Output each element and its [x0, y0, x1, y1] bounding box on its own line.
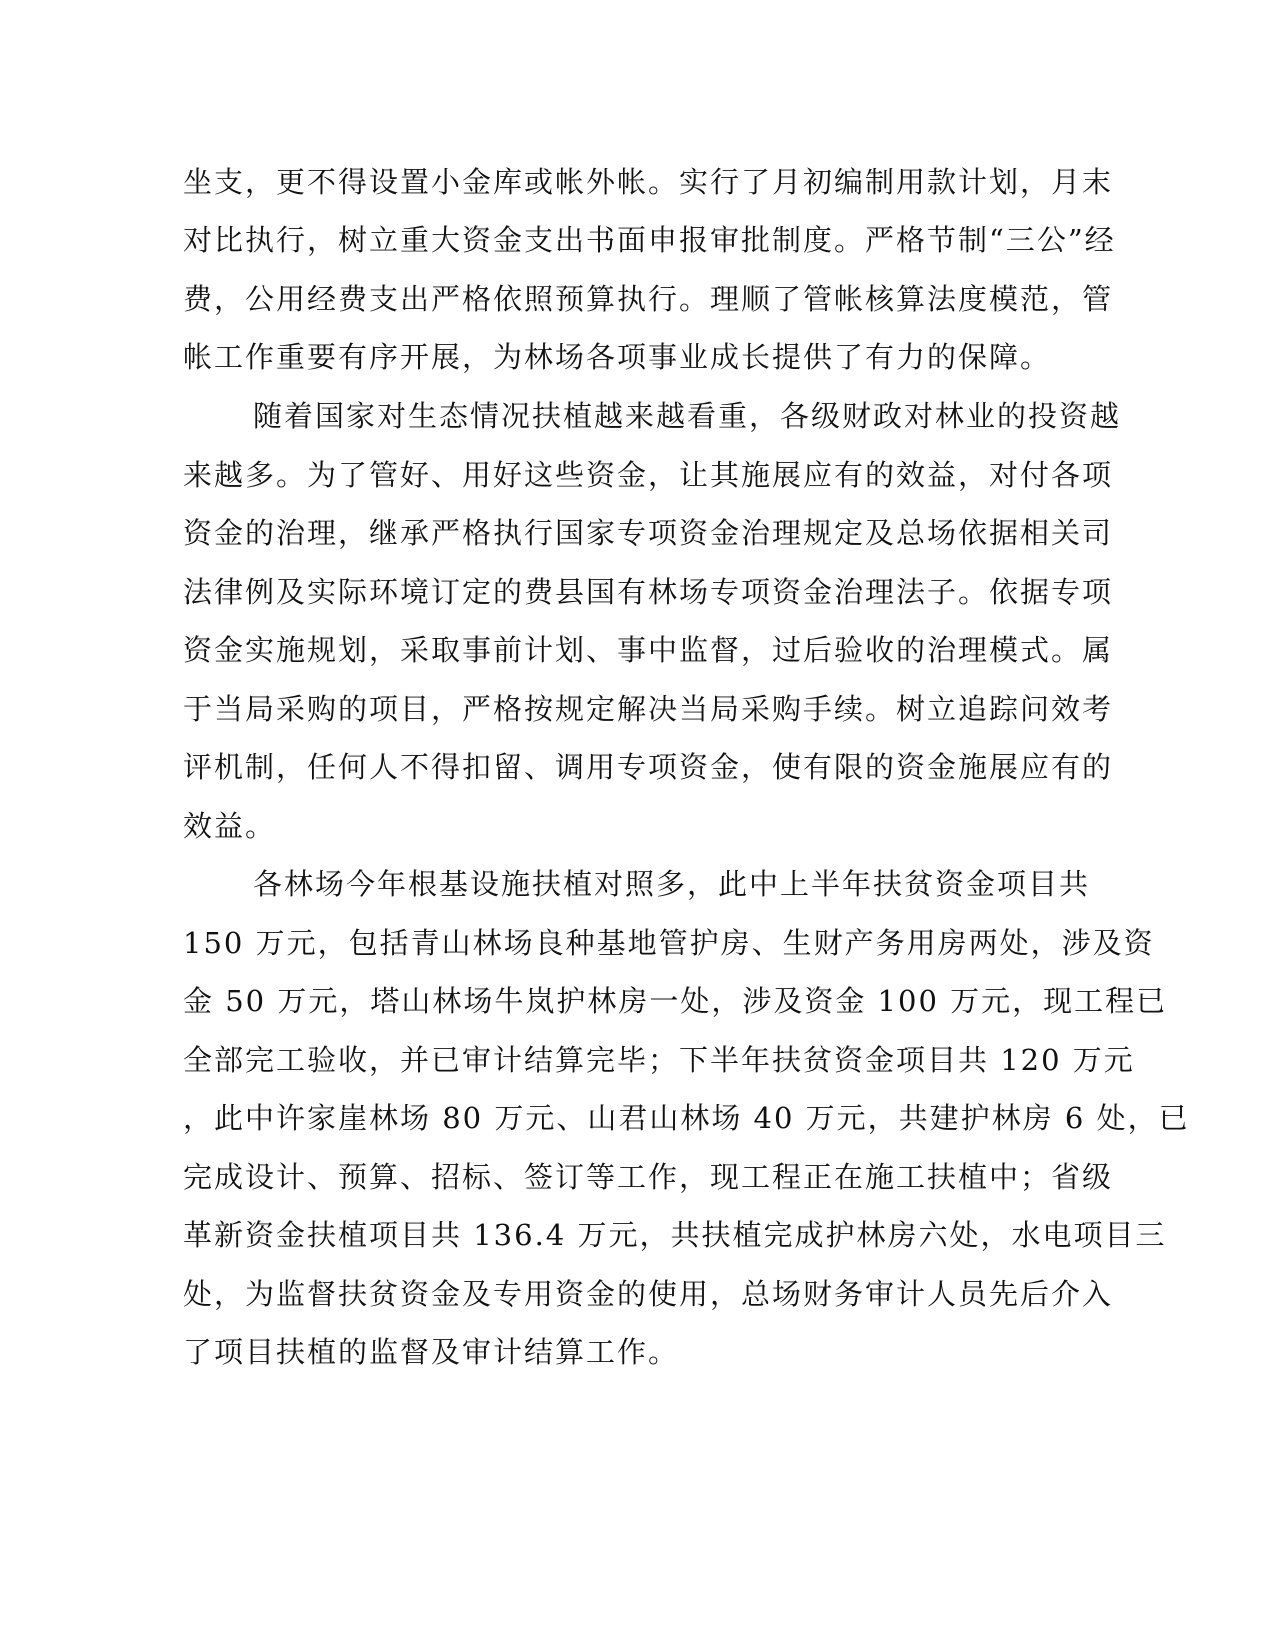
paragraph-2-line-3: 资金的治理，继承严格执行国家专项资金治理规定及总场依据相关司 [183, 516, 1114, 550]
paragraph-3-line-4: 全部完工验收，并已审计结算完毕；下半年扶贫资金项目共 120 万元 [183, 1043, 1135, 1077]
paragraph-2-line-4: 法律例及实际环境订定的费县国有林场专项资金治理法子。依据专项 [183, 575, 1114, 609]
paragraph-1-line-1: 坐支，更不得设置小金库或帐外帐。实行了月初编制用款计划，月末 [183, 165, 1114, 199]
paragraph-1-line-2: 对比执行，树立重大资金支出书面申报审批制度。严格节制“三公”经 [183, 223, 1116, 257]
paragraph-2-line-1: 随着国家对生态情况扶植越来越看重，各级财政对林业的投资越 [253, 399, 1122, 433]
paragraph-3-line-7: 革新资金扶植项目共 136.4 万元，共扶植完成护林房六处，水电项目三 [183, 1218, 1167, 1252]
paragraph-1-line-3: 费，公用经费支出严格依照预算执行。理顺了管帐核算法度模范，管 [183, 282, 1114, 316]
paragraph-2-line-5: 资金实施规划，采取事前计划、事中监督，过后验收的治理模式。属 [183, 633, 1114, 667]
paragraph-3-line-5: ，此中许家崖林场 80 万元、山君山林场 40 万元，共建护林房 6 处，已 [183, 1101, 1190, 1135]
paragraph-2-line-2: 来越多。为了管好、用好这些资金，让其施展应有的效益，对付各项 [183, 458, 1114, 492]
paragraph-2-line-6: 于当局采购的项目，严格按规定解决当局采购手续。树立追踪问效考 [183, 692, 1114, 726]
paragraph-3-line-9: 了项目扶植的监督及审计结算工作。 [183, 1335, 680, 1369]
paragraph-2-line-7: 评机制，任何人不得扣留、调用专项资金，使有限的资金施展应有的 [183, 750, 1114, 784]
paragraph-3-line-8: 处，为监督扶贫资金及专用资金的使用，总场财务审计人员先后介入 [183, 1277, 1114, 1311]
paragraph-3-line-6: 完成设计、预算、招标、签订等工作，现工程正在施工扶植中；省级 [183, 1160, 1114, 1194]
paragraph-3-line-3: 金 50 万元，塔山林场牛岚护林房一处，涉及资金 100 万元，现工程已 [183, 984, 1168, 1018]
paragraph-2-line-8: 效益。 [183, 809, 277, 843]
paragraph-3-line-2: 150 万元，包括青山林场良种基地管护房、生财产务用房两处，涉及资 [183, 926, 1155, 960]
paragraph-1-line-4: 帐工作重要有序开展，为林场各项事业成长提供了有力的保障。 [183, 340, 1052, 374]
paragraph-3-line-1: 各林场今年根基设施扶植对照多，此中上半年扶贫资金项目共 [253, 867, 1091, 901]
